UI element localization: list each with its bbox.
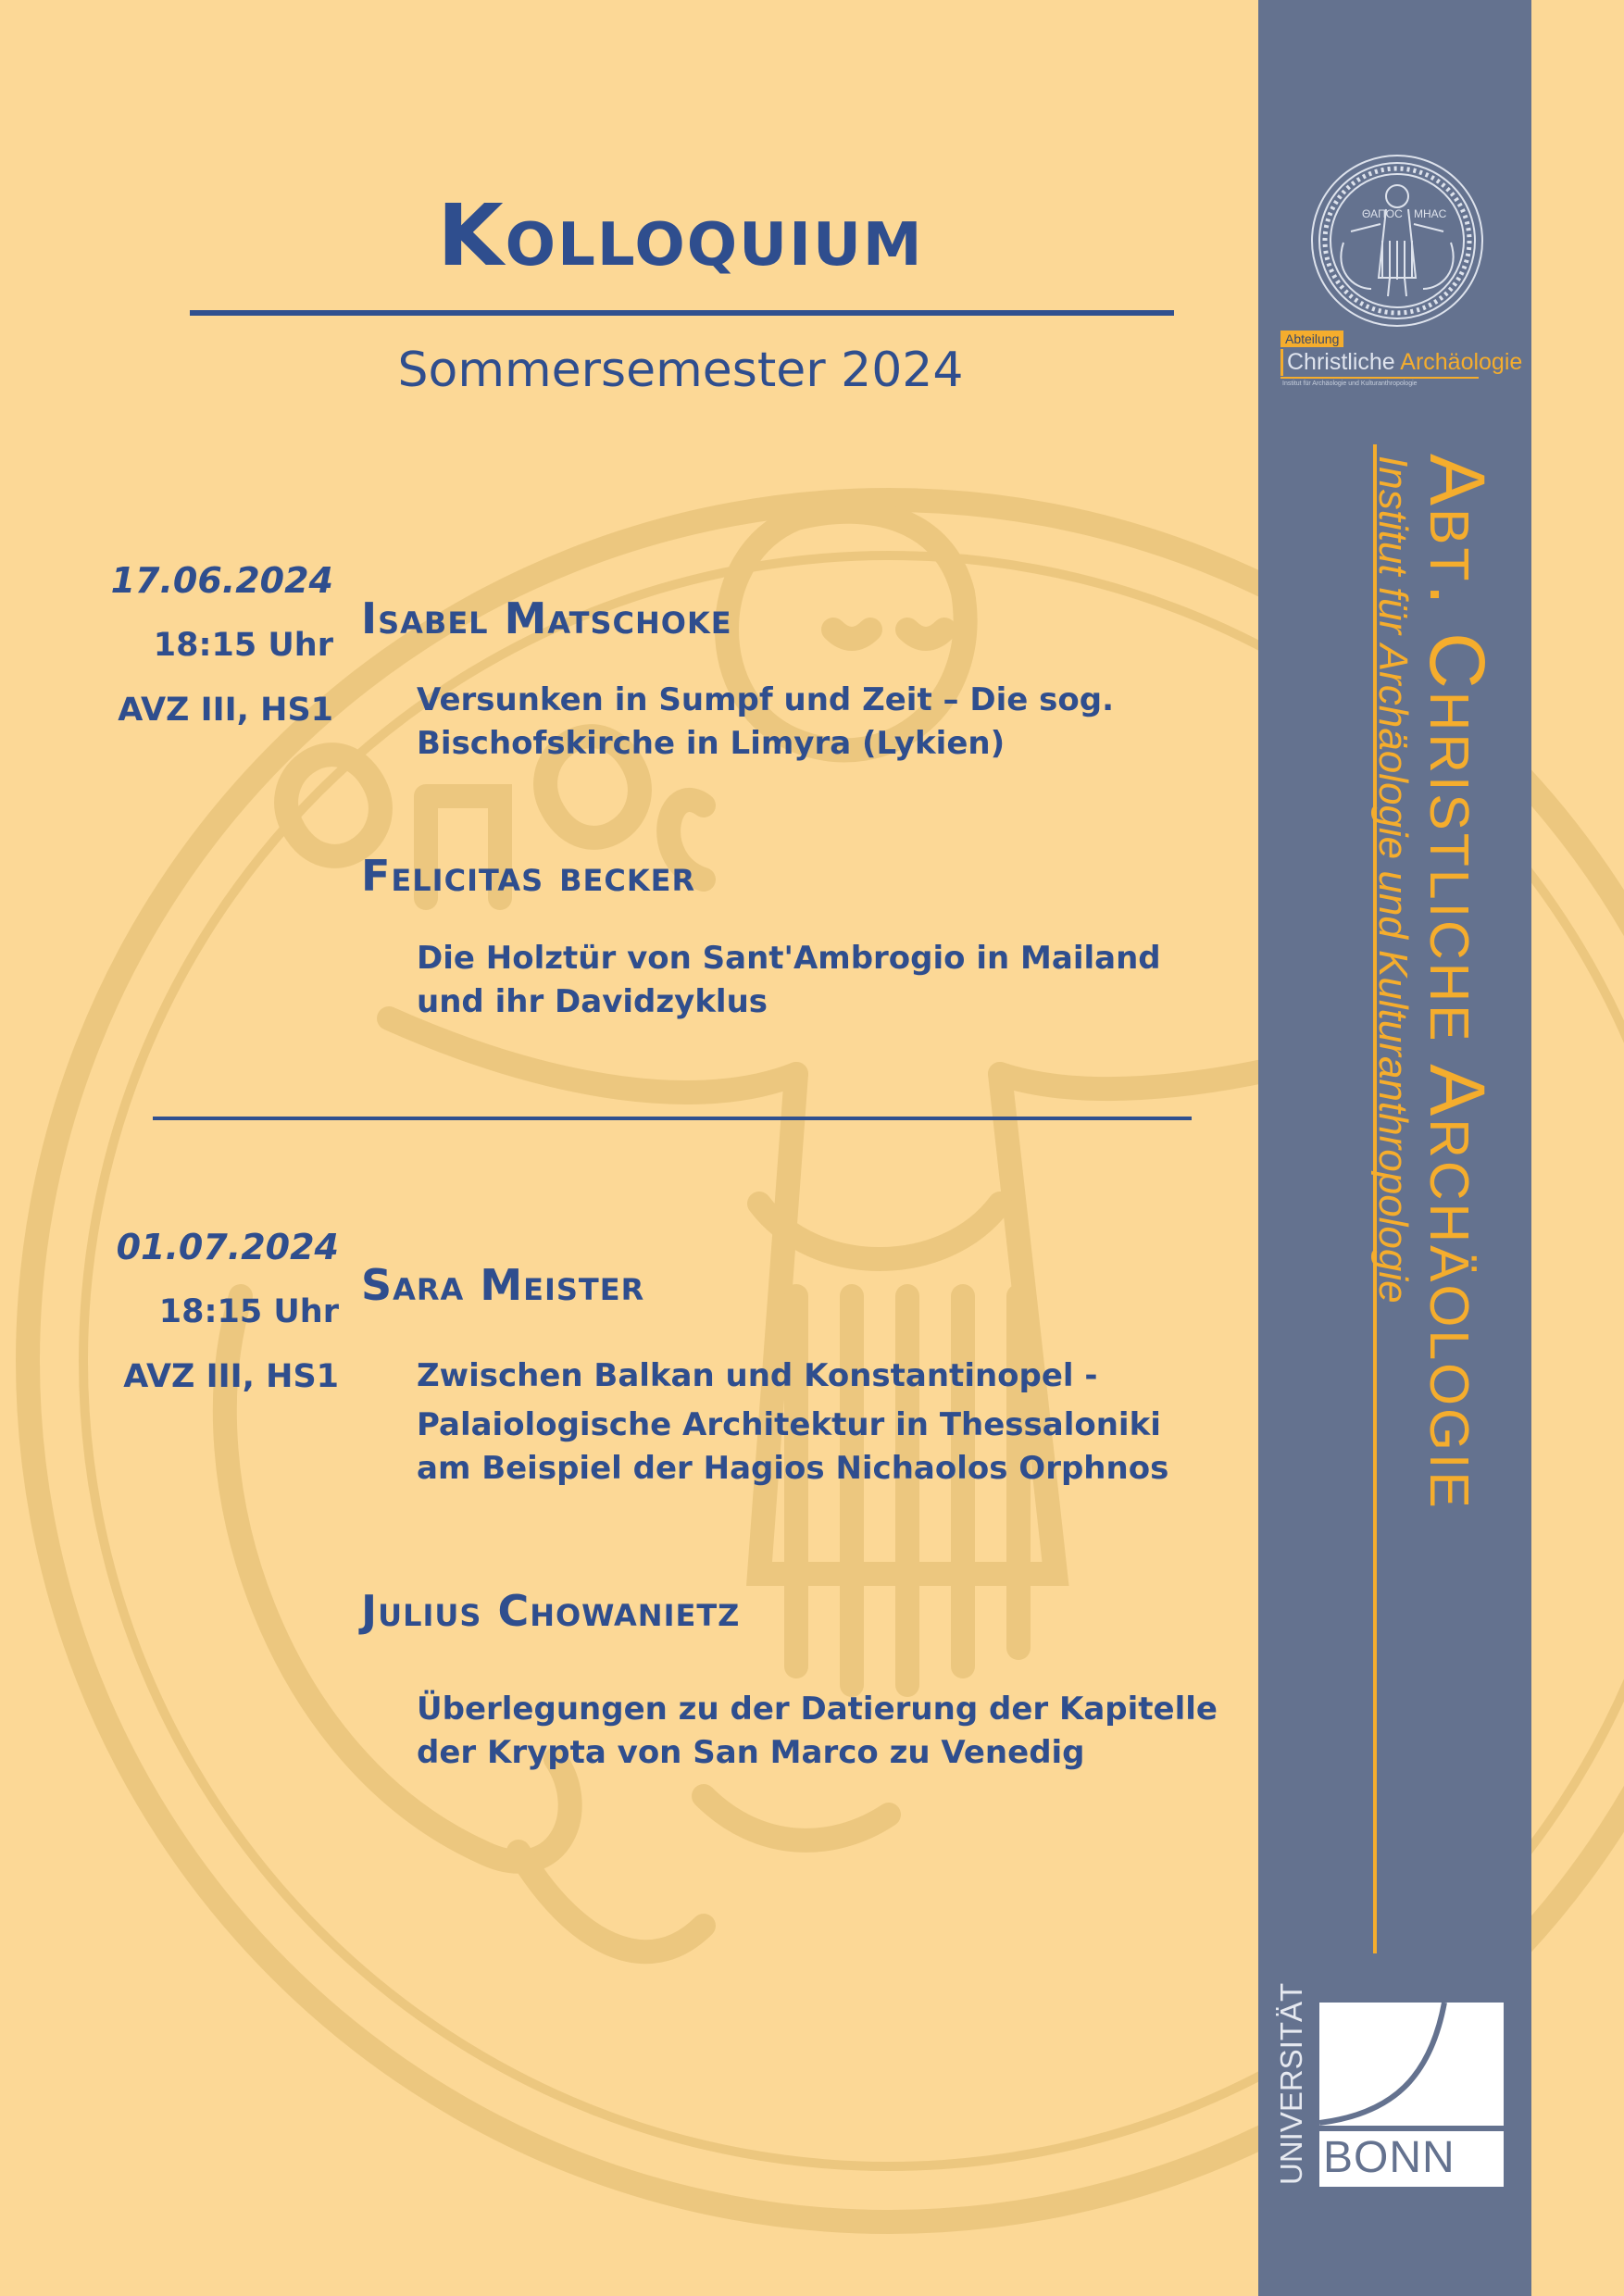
vertical-department-title: Abt. Christliche Archäologie <box>1414 454 1501 1511</box>
talk-title-line: am Beispiel der Hagios Nichaolos Orphnos <box>417 1450 1169 1487</box>
page-title: Kolloquium <box>437 186 924 285</box>
speaker-name: Julius Chowanietz <box>361 1586 741 1636</box>
page-subtitle: Sommersemester 2024 <box>397 343 964 398</box>
talk-title <box>417 1352 1168 1491</box>
talk-title-line: und ihr Davidzyklus <box>417 983 768 1020</box>
talk-title-line: Versunken in Sumpf und Zeit – Die sog. <box>417 681 1115 718</box>
logo-department-name <box>1280 349 1522 376</box>
talk-title-line: Bischofskirche in Limyra (Lykien) <box>417 725 1006 762</box>
department-seal-logo <box>1286 139 1508 361</box>
talk-title-line: Palaiologische Architektur in Thessaloniki <box>417 1406 1161 1443</box>
talk-title <box>417 1688 1218 1775</box>
session-divider <box>153 1117 1192 1120</box>
logo-underline <box>1280 377 1479 379</box>
talk-title <box>417 679 1114 766</box>
session-meta <box>107 1229 339 1394</box>
logo-name-part1: Christliche <box>1287 349 1401 375</box>
university-word: UNIVERSITÄT <box>1274 1982 1308 2185</box>
talk-title-line: Die Holztür von Sant'Ambrogio in Mailand <box>417 940 1161 977</box>
title-divider <box>190 310 1174 316</box>
speaker-name: Felicitas becker <box>361 851 696 901</box>
session-date: 17.06.2024 <box>110 560 333 601</box>
session-time: 18:15 Uhr <box>158 1293 339 1330</box>
logo-tag: Abteilung <box>1280 331 1343 347</box>
seal-inscription-right: MHAC <box>1414 207 1447 220</box>
session-date: 01.07.2024 <box>116 1227 339 1267</box>
vertical-institute-title: Institut für Archäologie und Kulturanthropologie <box>1370 455 1416 1304</box>
sidebar-band <box>1258 0 1531 2296</box>
session-time: 18:15 Uhr <box>153 627 333 664</box>
talk-title-line: der Krypta von San Marco zu Venedig <box>417 1734 1085 1771</box>
university-city: BONN <box>1323 2133 1455 2182</box>
speaker-name: Isabel Matschoke <box>361 593 732 643</box>
logo-name-part2: Archäologie <box>1400 349 1523 375</box>
talk-title <box>417 937 1161 1024</box>
university-logo-arc <box>1319 2003 1504 2128</box>
session-location: AVZ III, HS1 <box>123 1358 339 1395</box>
talk-title-line: Zwischen Balkan und Konstantinopel - <box>417 1357 1098 1394</box>
session-meta <box>102 560 333 729</box>
speaker-name: Sara Meister <box>361 1260 645 1310</box>
logo-institute-name: Institut für Archäologie und Kulturanthropologie <box>1282 381 1418 387</box>
talk-title-line: Überlegungen zu der Datierung der Kapitelle <box>417 1691 1218 1728</box>
session-location: AVZ III, HS1 <box>118 692 333 729</box>
seal-inscription-left: ΘΑΠΟC <box>1362 207 1403 220</box>
